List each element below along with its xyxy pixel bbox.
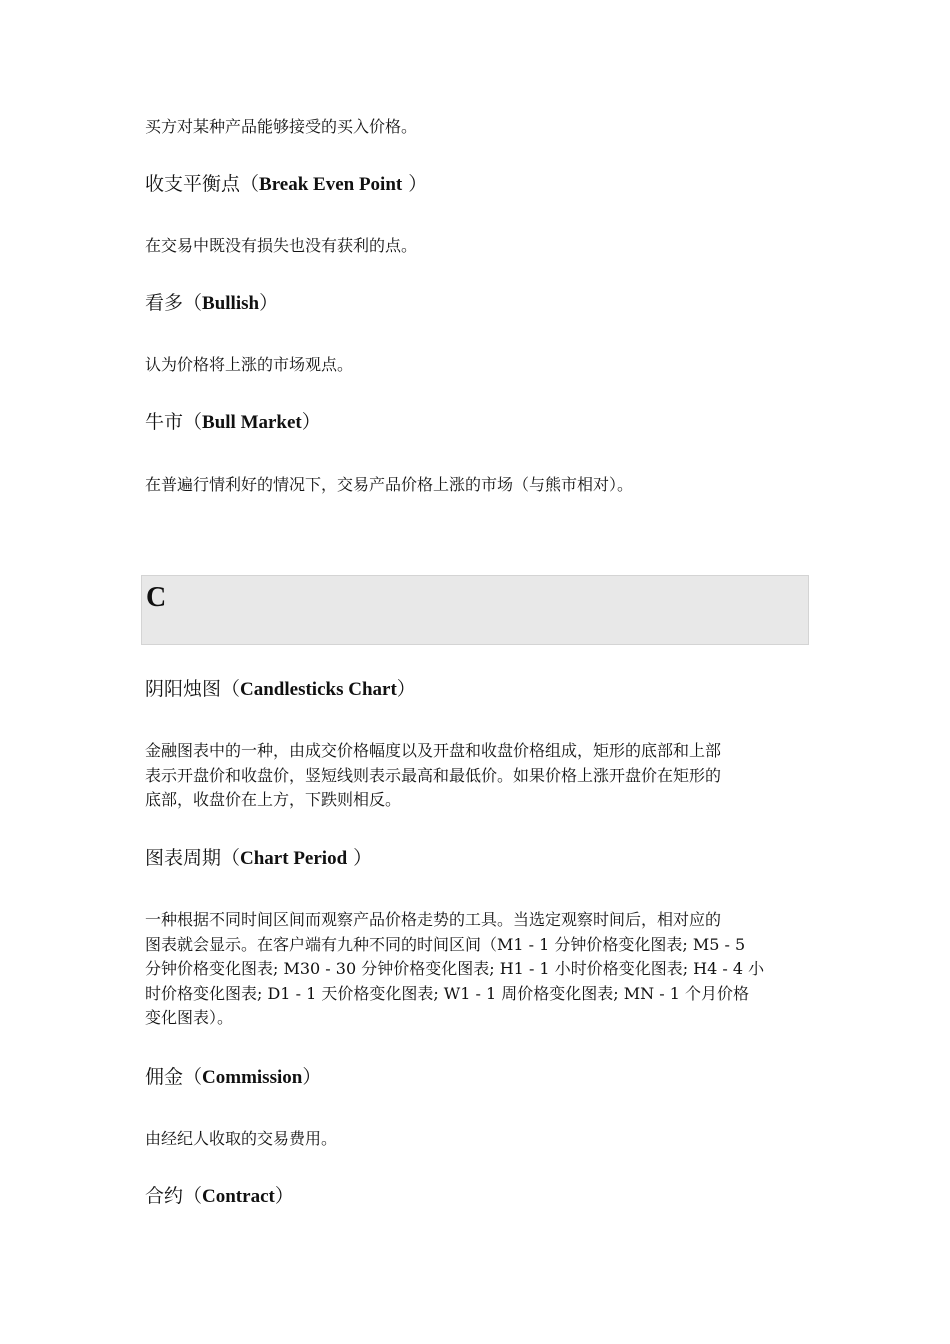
description-line: 表示开盘价和收盘价，竖短线则表示最高和最低价。如果价格上涨开盘价在矩形的: [145, 765, 722, 785]
section-letter: C: [146, 582, 167, 613]
term-candlesticks-chart: [145, 677, 810, 702]
description-line: 金融图表中的一种，由成交价格幅度以及开盘和收盘价格组成，矩形的底部和上部: [145, 741, 722, 760]
description-line: 一种根据不同时间区间而观察产品价格走势的工具。当选定观察时间后，相对应的: [145, 910, 722, 929]
term-close: ）: [347, 847, 373, 869]
description-line: 变化图表）。: [145, 1008, 234, 1027]
bullish-description: 认为价格将上涨的市场观点。: [145, 355, 354, 374]
term-zh: 看多（: [145, 292, 203, 314]
term-close: ）: [301, 411, 321, 433]
term-en: Contract: [202, 1186, 275, 1207]
term-close: ）: [259, 292, 279, 314]
term-en: Break Even Point: [259, 174, 403, 195]
term-commission: [145, 1065, 810, 1090]
bid-price-description: 买方对某种产品能够接受的买入价格。: [145, 117, 418, 136]
term-close: ）: [396, 678, 416, 700]
term-bullish: [145, 291, 810, 316]
break-even-point-description: 在交易中既没有损失也没有获利的点。: [145, 236, 418, 255]
term-chart-period: [145, 846, 810, 871]
term-zh: 图表周期（: [145, 847, 241, 869]
description-line: 由经纪人收取的交易费用。: [145, 1129, 338, 1148]
term-close: ）: [402, 173, 428, 195]
description-line: 底部，收盘价在上方，下跌则相反。: [145, 790, 402, 809]
term-bull-market: [145, 410, 810, 435]
commission-description: [145, 1127, 810, 1152]
section-header: [141, 575, 809, 645]
term-zh: 阴阳烛图（: [145, 678, 241, 700]
term-zh: 牛市（: [145, 411, 203, 433]
bull-market-description: 在普遍行情利好的情况下，交易产品价格上涨的市场（与熊市相对）。: [145, 475, 634, 494]
term-close: ）: [274, 1185, 294, 1207]
description-line: 分钟价格变化图表; M30 - 30 分钟价格变化图表; H1 - 1 小时价格变化图表; H4 - 4 小: [145, 959, 765, 978]
term-en: Chart Period: [240, 848, 348, 869]
term-en: Bullish: [202, 293, 260, 314]
term-en: Candlesticks Chart: [240, 679, 397, 700]
term-en: Commission: [202, 1067, 303, 1088]
description-line: 时价格变化图表; D1 - 1 天价格变化图表; W1 - 1 周价格变化图表; MN - 1 个月价格: [145, 983, 749, 1003]
term-zh: 佣金（: [145, 1066, 203, 1088]
term-en: Bull Market: [202, 412, 302, 433]
term-contract: [145, 1184, 810, 1209]
term-zh: 收支平衡点（: [145, 173, 260, 195]
candlesticks-chart-description: [145, 739, 810, 813]
term-close: ）: [302, 1066, 322, 1088]
term-zh: 合约（: [145, 1185, 203, 1207]
chart-period-description: [145, 908, 810, 1031]
description-line: 图表就会显示。在客户端有九种不同的时间区间（M1 - 1 分钟价格变化图表; M5 - 5: [145, 934, 746, 954]
term-break-even-point: [145, 172, 810, 197]
